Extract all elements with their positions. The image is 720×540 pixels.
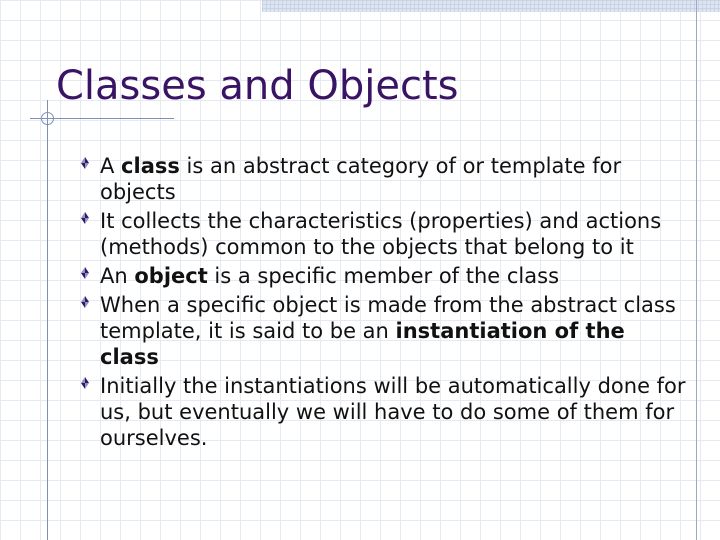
bullet-emphasis: class <box>121 154 180 178</box>
bullet-run: Initially the instantiations will be automatically done for us, but eventually we will have to do some of them for ourselves. <box>100 374 686 450</box>
slide-title: Classes and Objects <box>56 63 459 109</box>
diamond-bullet-icon <box>78 373 92 393</box>
bullet-run: is an abstract category of or template for objects <box>100 154 622 204</box>
guide-intersection-icon <box>41 112 54 125</box>
diamond-bullet-icon <box>78 153 92 173</box>
header-decoration-bar <box>262 0 720 12</box>
bullet-text <box>100 264 559 288</box>
diamond-bullet-icon <box>78 263 92 283</box>
bullet-item <box>78 153 688 205</box>
bullet-run: A <box>100 154 122 178</box>
bullet-item <box>78 292 688 370</box>
bullet-run: is a specific member of the class <box>207 264 560 288</box>
bullet-item <box>78 263 688 289</box>
left-guide-line <box>47 100 48 540</box>
bullet-item <box>78 208 688 260</box>
diamond-bullet-icon <box>78 208 92 228</box>
bullet-emphasis: instantiation of the class <box>100 319 625 369</box>
bullet-text <box>100 209 661 259</box>
bullet-run: When a specific object is made from the abstract class template, it is said to be an <box>100 293 676 343</box>
bullet-emphasis: object <box>134 264 208 288</box>
bullet-text <box>100 154 621 204</box>
bullet-text <box>100 293 676 369</box>
right-guide-line <box>696 0 697 540</box>
diamond-bullet-icon <box>78 292 92 312</box>
bullet-text <box>100 374 686 450</box>
bullet-run: An <box>100 264 135 288</box>
bullet-item <box>78 373 688 451</box>
bullet-run: It collects the characteristics (properties) and actions (methods) common to the objects that belong to it <box>100 209 662 259</box>
bullet-list <box>78 153 688 454</box>
